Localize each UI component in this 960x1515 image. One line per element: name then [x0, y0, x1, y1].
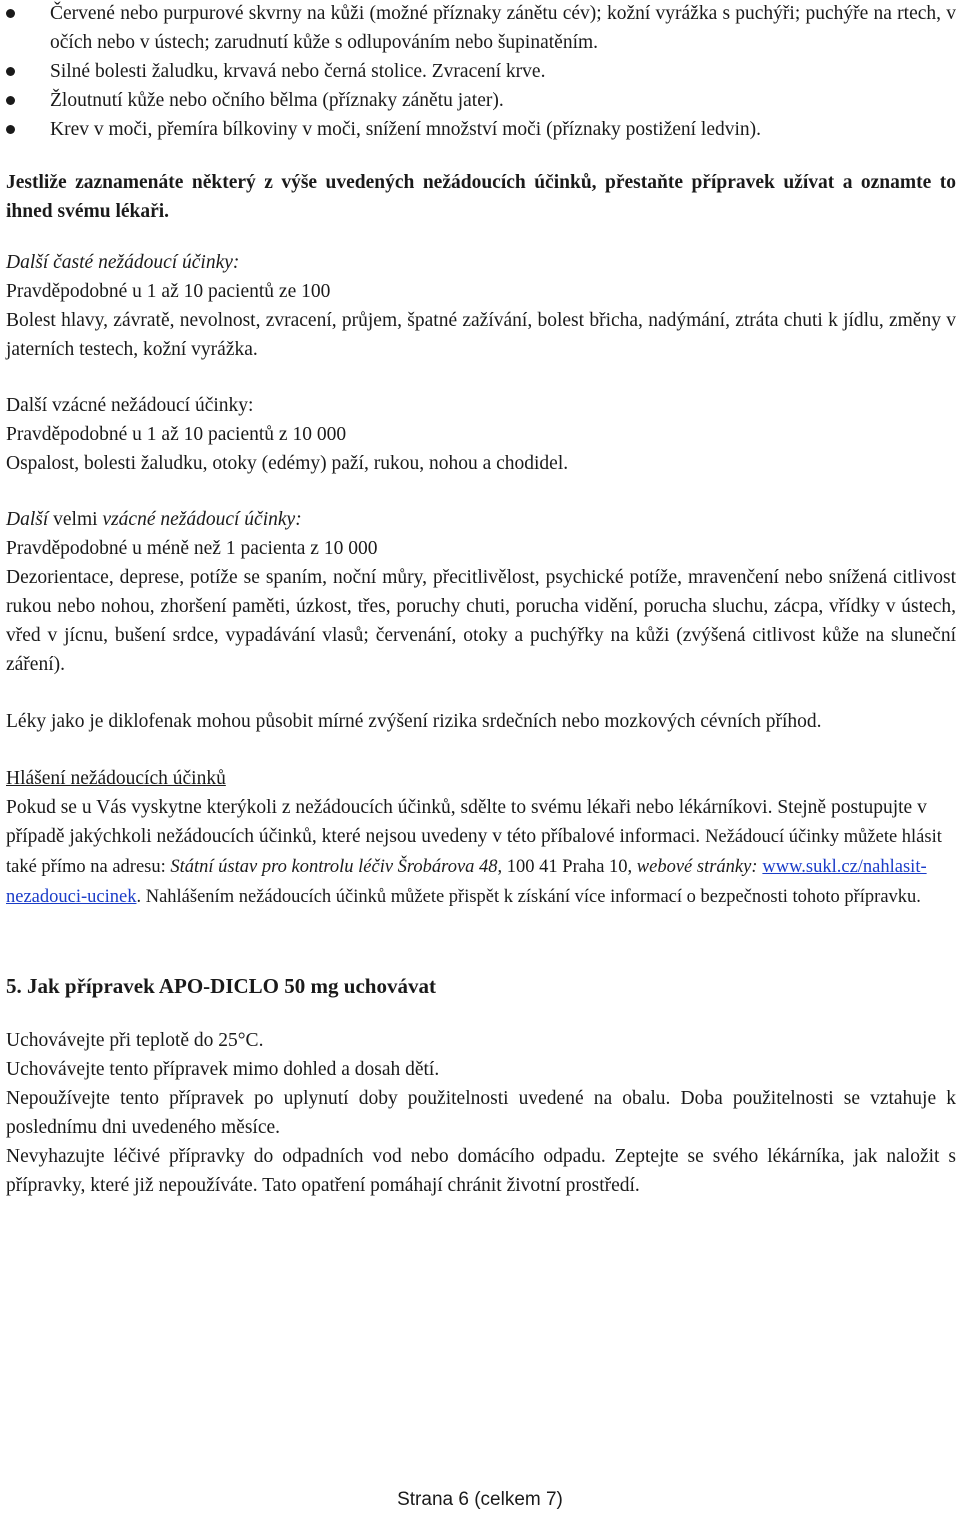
sukl-report-link[interactable]: www.sukl.cz/nahlasit-nezadouci-ucinek	[6, 857, 927, 907]
bullet-icon	[6, 125, 15, 134]
bullet-icon	[6, 96, 15, 105]
reporting-paragraph: Pokud se u Vás vyskytne kterýkoli z nežádoucích účinků, sdělte to svému lékaři nebo lékárníkovi. Stejně postupujte v případě jakýchkoli nežádoucích účinků, které nejsou uvedeny v této příbalové informaci. Nežádoucí účinky můžete hlásit také přímo na adresu: Státní ústav pro kontrolu léčiv Šrobárova 48, 100 41 Praha 10, webové stránky: www.sukl.cz/nahlasit-nezadouci-ucinek. Nahlášením nežádoucích účinků můžete přispět k získání více informací o bezpečnosti tohoto přípravku.	[6, 797, 942, 907]
page-footer: Strana 6 (celkem 7)	[397, 1489, 563, 1510]
list-item: Krev v moči, přemíra bílkoviny v moči, snížení množství moči (příznaky postižení ledvin).	[6, 115, 956, 144]
storage-line: Uchovávejte při teplotě do 25°C.	[6, 1030, 264, 1051]
frequent-heading: Další časté nežádoucí účinky:	[6, 252, 240, 273]
symptom-list	[6, 0, 956, 144]
list-item: Silné bolesti žaludku, krvavá nebo černá stolice. Zvracení krve.	[6, 57, 956, 86]
list-item: Červené nebo purpurové skvrny na kůži (možné příznaky zánětu cév); kožní vyrážka s puchýři; puchýře na rtech, v očích nebo v ústech; zarudnutí kůže s odlupováním nebo šupinatěním.	[6, 0, 956, 57]
very-rare-frequency: Pravděpodobné u méně než 1 pacienta z 10 000	[6, 538, 378, 559]
very-rare-heading: Další velmi vzácné nežádoucí účinky:	[6, 509, 302, 530]
rare-text: Ospalost, bolesti žaludku, otoky (edémy) paží, rukou, nohou a chodidel.	[6, 453, 569, 474]
section-5-heading: 5. Jak přípravek APO-DICLO 50 mg uchovávat	[6, 974, 436, 998]
reporting-heading: Hlášení nežádoucích účinků	[6, 768, 226, 789]
frequent-frequency: Pravděpodobné u 1 až 10 pacientů ze 100	[6, 281, 331, 302]
rare-frequency: Pravděpodobné u 1 až 10 pacientů z 10 000	[6, 424, 347, 445]
diclofenac-note: Léky jako je diklofenak mohou působit mírné zvýšení rizika srdečních nebo mozkových cévních příhod.	[6, 711, 822, 732]
list-item: Žloutnutí kůže nebo očního bělma (příznaky zánětu jater).	[6, 86, 956, 115]
document-page	[6, 0, 956, 1200]
bullet-icon	[6, 9, 15, 18]
rare-heading: Další vzácné nežádoucí účinky:	[6, 395, 254, 416]
frequent-text: Bolest hlavy, závratě, nevolnost, zvracení, průjem, špatné zažívání, bolest břicha, nadýmání, ztráta chuti k jídlu, změny v jaterních testech, kožní vyrážka.	[6, 310, 956, 360]
storage-line: Nepoužívejte tento přípravek po uplynutí doby použitelnosti uvedené na obalu. Doba použitelnosti se vztahuje k poslednímu dni uvedeného měsíce.	[6, 1088, 956, 1138]
warning-paragraph: Jestliže zaznamenáte některý z výše uvedených nežádoucích účinků, přestaňte přípravek užívat a oznamte to ihned svému lékaři.	[6, 172, 956, 222]
storage-line: Uchovávejte tento přípravek mimo dohled a dosah dětí.	[6, 1059, 440, 1080]
storage-line: Nevyhazujte léčivé přípravky do odpadních vod nebo domácího odpadu. Zeptejte se svého lékárníka, jak naložit s přípravky, které již nepoužíváte. Tato opatření pomáhají chránit životní prostředí.	[6, 1146, 956, 1196]
bullet-icon	[6, 67, 15, 76]
very-rare-text: Dezorientace, deprese, potíže se spaním, noční můry, přecitlivělost, psychické potíže, mravenčení nebo snížená citlivost rukou nebo nohou, zhoršení paměti, úzkost, třes, poruchy chuti, porucha vidění, porucha sluchu, zácpa, vřídky v ústech, vřed v jícnu, bušení srdce, vypadávání vlasů; červenání, otoky a puchýřky na kůži (zvýšená citlivost kůže na sluneční záření).	[6, 567, 956, 675]
